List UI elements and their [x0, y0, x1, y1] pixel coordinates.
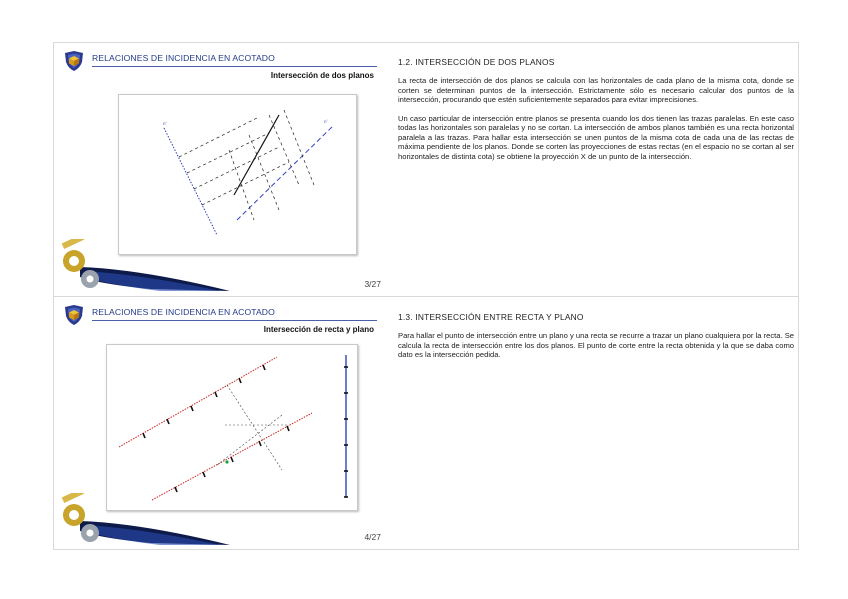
page-number: 3/27	[364, 279, 381, 289]
shield-cube-logo-icon	[63, 50, 85, 72]
notes-title: 1.2. INTERSECCIÓN DE DOS PLANOS	[398, 57, 555, 67]
slide-subtitle: Intersección de recta y plano	[263, 325, 374, 334]
slide-subtitle: Intersección de dos planos	[270, 71, 374, 80]
svg-text:n': n'	[324, 119, 328, 124]
notes-paragraph: Un caso particular de intersección entre planos se presenta cuando los dos tienen las trazas paralelas. En este caso todas las horizontales son paralelas y no se cortan. La intersección de ambos planos también es una recta horizontal paralela a las trazas. Para hallar esta intersección se unen puntos de la misma cota de cada una de las rectas de máxima pendiente de los planos. Donde se corten las proyecciones de estas rectas (en el espacio no se cortan al ser horizontales de distinta cota) se obtiene la proyección X de un punto de la intersección.	[398, 114, 794, 161]
slide-header: RELACIONES DE INCIDENCIA EN ACOTADO	[92, 53, 275, 63]
slide-4-notes	[398, 313, 794, 369]
gears-swoosh-decoration-icon	[60, 493, 230, 548]
header-rule	[92, 66, 377, 67]
gears-swoosh-decoration-icon	[60, 239, 230, 294]
page-number: 4/27	[364, 532, 381, 542]
notes-paragraph: Para hallar el punto de intersección entre un plano y una recta se recurre a trazar un plano cualquiera por la recta. Se calcula la recta de intersección entre los dos planos. El punto de corte entre la recta obtenida y la que se daba como dato es la intersección pedida.	[398, 331, 794, 360]
shield-cube-logo-icon	[63, 304, 85, 326]
slide-3	[54, 43, 389, 295]
line-plane-diagram	[106, 344, 358, 511]
notes-paragraph: La recta de intersección de dos planos se calcula con las horizontales de cada plano de la misma cota, donde se corten se determinan puntos de la intersección. Estrictamente sólo es necesario calcular dos puntos de la intersección, procurando que estén suficientemente separados para evitar imprecisiones.	[398, 76, 794, 105]
two-planes-diagram	[118, 94, 357, 255]
header-rule	[92, 320, 377, 321]
notes-title: 1.3. INTERSECCIÓN ENTRE RECTA Y PLANO	[398, 312, 584, 322]
slide-header: RELACIONES DE INCIDENCIA EN ACOTADO	[92, 307, 275, 317]
svg-text:n': n'	[163, 121, 167, 126]
slide-4	[54, 297, 389, 549]
slide-3-notes	[398, 58, 794, 170]
